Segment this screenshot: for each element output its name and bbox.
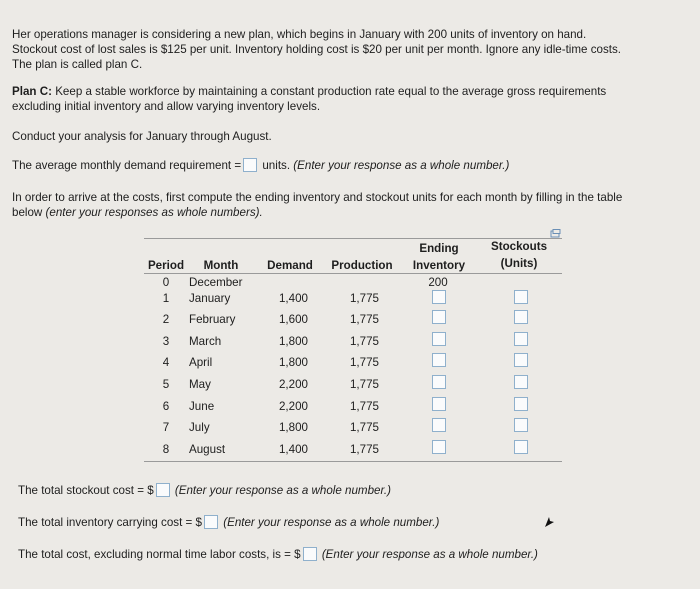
row-8-period: 8	[162, 443, 170, 456]
row-5-period: 5	[162, 378, 170, 391]
header-units: (Units)	[500, 257, 538, 270]
instructions-line-2	[12, 205, 263, 220]
table-bottom-rule	[144, 461, 562, 462]
plan-line-1	[12, 84, 606, 99]
row-3-stockouts-input[interactable]	[514, 332, 528, 346]
instructions-below: below	[12, 206, 43, 219]
row-7-production: 1,775	[349, 421, 379, 434]
row-0-period: 0	[162, 276, 170, 289]
avg-demand-input[interactable]	[243, 158, 257, 172]
avg-demand-prefix: The average monthly demand requirement =	[12, 159, 242, 172]
intro-line-2: Stockout cost of lost sales is $125 per unit. Inventory holding cost is $20 per unit per month. Ignore any idle-time costs.	[12, 43, 621, 56]
row-1-inventory-input[interactable]	[432, 290, 446, 304]
row-3-period: 3	[162, 335, 170, 348]
row-4-period: 4	[162, 356, 170, 369]
total-stockout-input[interactable]	[156, 483, 170, 497]
header-production: Production	[331, 259, 393, 272]
header-ending: Ending	[419, 242, 459, 255]
row-6-stockouts-input[interactable]	[514, 397, 528, 411]
row-1-period: 1	[162, 292, 170, 305]
row-5-production: 1,775	[349, 378, 379, 391]
row-4-stockouts-input[interactable]	[514, 353, 528, 367]
row-6-inventory-input[interactable]	[432, 397, 446, 411]
row-8-production: 1,775	[349, 443, 379, 456]
avg-demand-hint: (Enter your response as a whole number.)	[293, 159, 510, 172]
row-0-month: December	[189, 276, 243, 289]
header-stockouts: Stockouts	[490, 240, 548, 253]
row-1-month: January	[189, 292, 231, 305]
row-0-inventory: 200	[428, 276, 448, 289]
row-7-demand: 1,800	[278, 421, 308, 434]
row-8-stockouts-input[interactable]	[514, 440, 528, 454]
row-6-month: June	[189, 400, 215, 413]
row-4-demand: 1,800	[278, 356, 308, 369]
avg-demand-line	[12, 158, 509, 173]
row-2-stockouts-input[interactable]	[514, 310, 528, 324]
row-1-stockouts-input[interactable]	[514, 290, 528, 304]
total-carrying-line	[18, 515, 439, 530]
row-2-production: 1,775	[349, 313, 379, 326]
row-6-production: 1,775	[349, 400, 379, 413]
row-6-demand: 2,200	[278, 400, 308, 413]
row-5-month: May	[189, 378, 211, 391]
row-7-month: July	[189, 421, 210, 434]
row-2-month: February	[189, 313, 236, 326]
row-6-period: 6	[162, 400, 170, 413]
plan-line-2: excluding initial inventory and allow varying inventory levels.	[12, 100, 321, 113]
row-1-demand: 1,400	[278, 292, 308, 305]
row-2-inventory-input[interactable]	[432, 310, 446, 324]
table-header-rule	[144, 273, 562, 274]
plan-text-1: Keep a stable workforce by maintaining a constant production rate equal to the average gross requirements	[55, 85, 607, 98]
row-4-month: April	[189, 356, 213, 369]
header-period: Period	[147, 259, 185, 272]
plan-label: Plan C:	[12, 85, 52, 98]
row-7-stockouts-input[interactable]	[514, 418, 528, 432]
instructions-whole: (enter your responses as whole numbers).	[45, 206, 263, 219]
row-1-production: 1,775	[349, 292, 379, 305]
row-5-demand: 2,200	[278, 378, 308, 391]
popout-icon[interactable]	[550, 226, 561, 244]
total-cost-prefix: The total cost, excluding normal time labor costs, is = $	[18, 548, 301, 561]
header-demand: Demand	[267, 259, 313, 272]
total-carrying-hint: (Enter your response as a whole number.)	[223, 516, 440, 529]
row-4-production: 1,775	[349, 356, 379, 369]
row-3-month: March	[189, 335, 222, 348]
row-3-demand: 1,800	[278, 335, 308, 348]
row-5-stockouts-input[interactable]	[514, 375, 528, 389]
total-cost-hint: (Enter your response as a whole number.)	[321, 548, 538, 561]
total-stockout-hint: (Enter your response as a whole number.)	[174, 484, 391, 497]
total-carrying-prefix: The total inventory carrying cost = $	[18, 516, 202, 529]
intro-line-3: The plan is called plan C.	[12, 58, 143, 71]
intro-line-1: Her operations manager is considering a new plan, which begins in January with 200 units of inventory on hand.	[12, 28, 587, 41]
total-stockout-prefix: The total stockout cost = $	[18, 484, 154, 497]
total-stockout-line	[18, 483, 391, 498]
header-month: Month	[203, 259, 239, 272]
instructions-line-1: In order to arrive at the costs, first compute the ending inventory and stockout units for each month by filling in the table	[12, 191, 623, 204]
row-2-demand: 1,600	[278, 313, 308, 326]
row-3-inventory-input[interactable]	[432, 332, 446, 346]
row-7-inventory-input[interactable]	[432, 418, 446, 432]
row-7-period: 7	[162, 421, 170, 434]
header-inventory: Inventory	[412, 259, 466, 272]
row-4-inventory-input[interactable]	[432, 353, 446, 367]
row-2-period: 2	[162, 313, 170, 326]
row-8-month: August	[189, 443, 226, 456]
total-carrying-input[interactable]	[204, 515, 218, 529]
analysis-period: Conduct your analysis for January through August.	[12, 130, 272, 143]
row-5-inventory-input[interactable]	[432, 375, 446, 389]
row-8-demand: 1,400	[278, 443, 308, 456]
row-3-production: 1,775	[349, 335, 379, 348]
row-8-inventory-input[interactable]	[432, 440, 446, 454]
total-cost-input[interactable]	[303, 547, 317, 561]
avg-demand-suffix: units.	[262, 159, 291, 172]
total-cost-line	[18, 547, 538, 562]
